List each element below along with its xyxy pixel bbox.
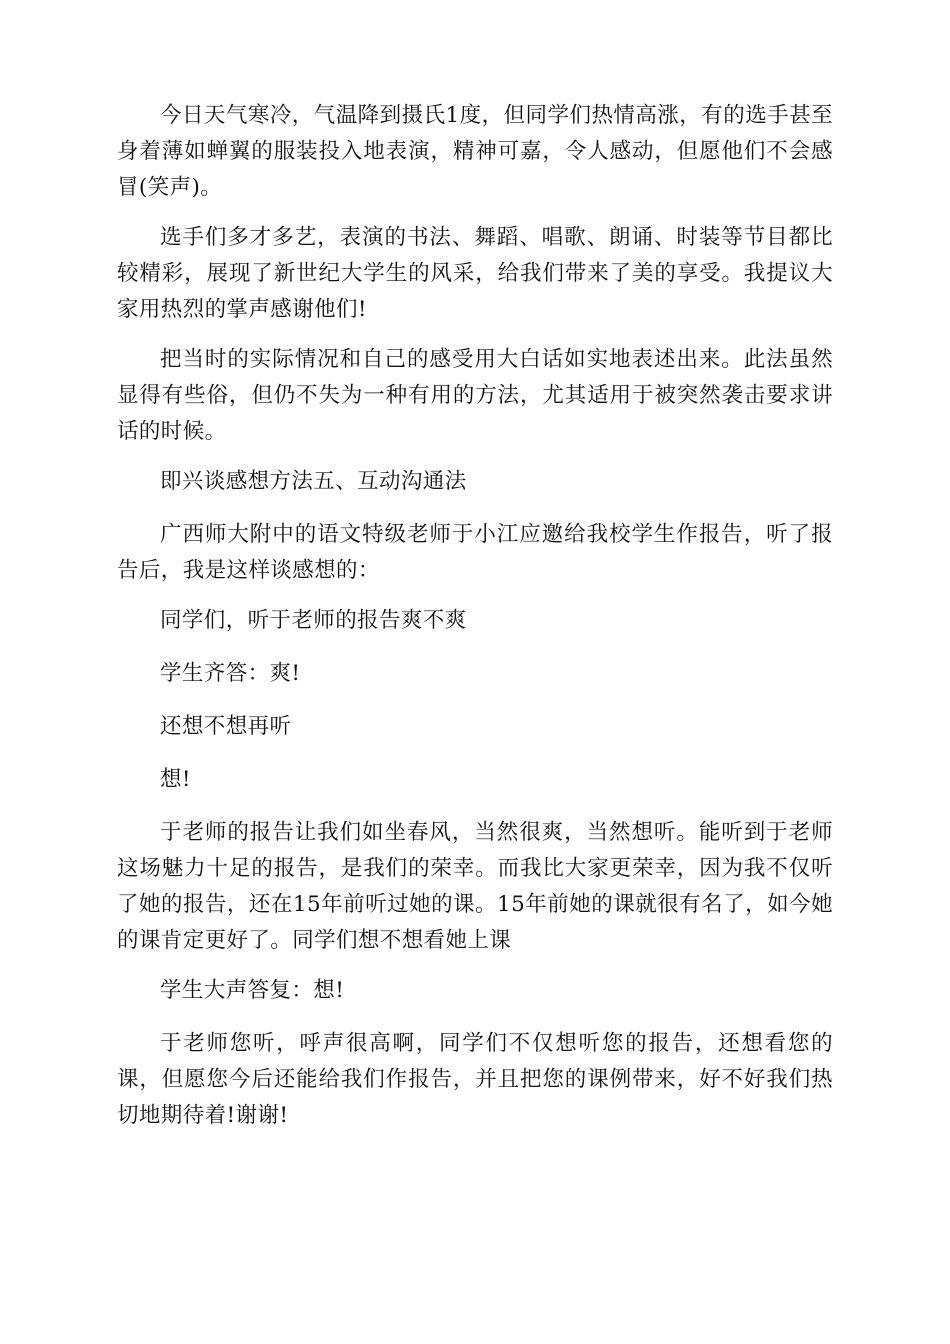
paragraph-report-intro: 广西师大附中的语文特级老师于小江应邀给我校学生作报告，听了报告后，我是这样谈感想的：	[117, 522, 833, 583]
paragraph-performers: 选手们多才多艺，表演的书法、舞蹈、唱歌、朗诵、时装等节目都比较精彩，展现了新世纪大学生的风采，给我们带来了美的享受。我提议大家用热烈的掌声感谢他们!	[117, 225, 833, 322]
dialogue-line-answer-1: 学生齐答：爽!	[160, 661, 301, 686]
section-heading-method-five: 即兴谈感想方法五、互动沟通法	[160, 469, 467, 494]
document-body	[117, 98, 833, 1148]
paragraph-method-summary: 把当时的实际情况和自己的感受用大白话如实地表述出来。此法虽然显得有些俗，但仍不失为一种有用的方法，尤其适用于被突然袭击要求讲话的时候。	[117, 347, 833, 444]
dialogue-line-answer-2: 想!	[160, 767, 191, 792]
paragraph-weather: 今日天气寒冷，气温降到摄氏1度，但同学们热情高涨，有的选手甚至身着薄如蝉翼的服装投入地表演，精神可嘉，令人感动，但愿他们不会感冒(笑声)。	[117, 103, 833, 200]
paragraph-teacher-praise: 于老师的报告让我们如坐春风，当然很爽，当然想听。能听到于老师这场魅力十足的报告，是我们的荣幸。而我比大家更荣幸，因为我不仅听了她的报告，还在15年前听过她的课。15年前她的课就很有名了，如今她的课肯定更好了。同学们想不想看她上课	[117, 820, 833, 953]
dialogue-line-question-1: 同学们，听于老师的报告爽不爽	[160, 608, 467, 633]
paragraph-closing: 于老师您听，呼声很高啊，同学们不仅想听您的报告，还想看您的课，但愿您今后还能给我们作报告，并且把您的课例带来，好不好我们热切地期待着!谢谢!	[117, 1031, 833, 1128]
dialogue-line-question-2: 还想不想再听	[160, 714, 292, 739]
dialogue-line-answer-3: 学生大声答复：想!	[160, 978, 345, 1003]
